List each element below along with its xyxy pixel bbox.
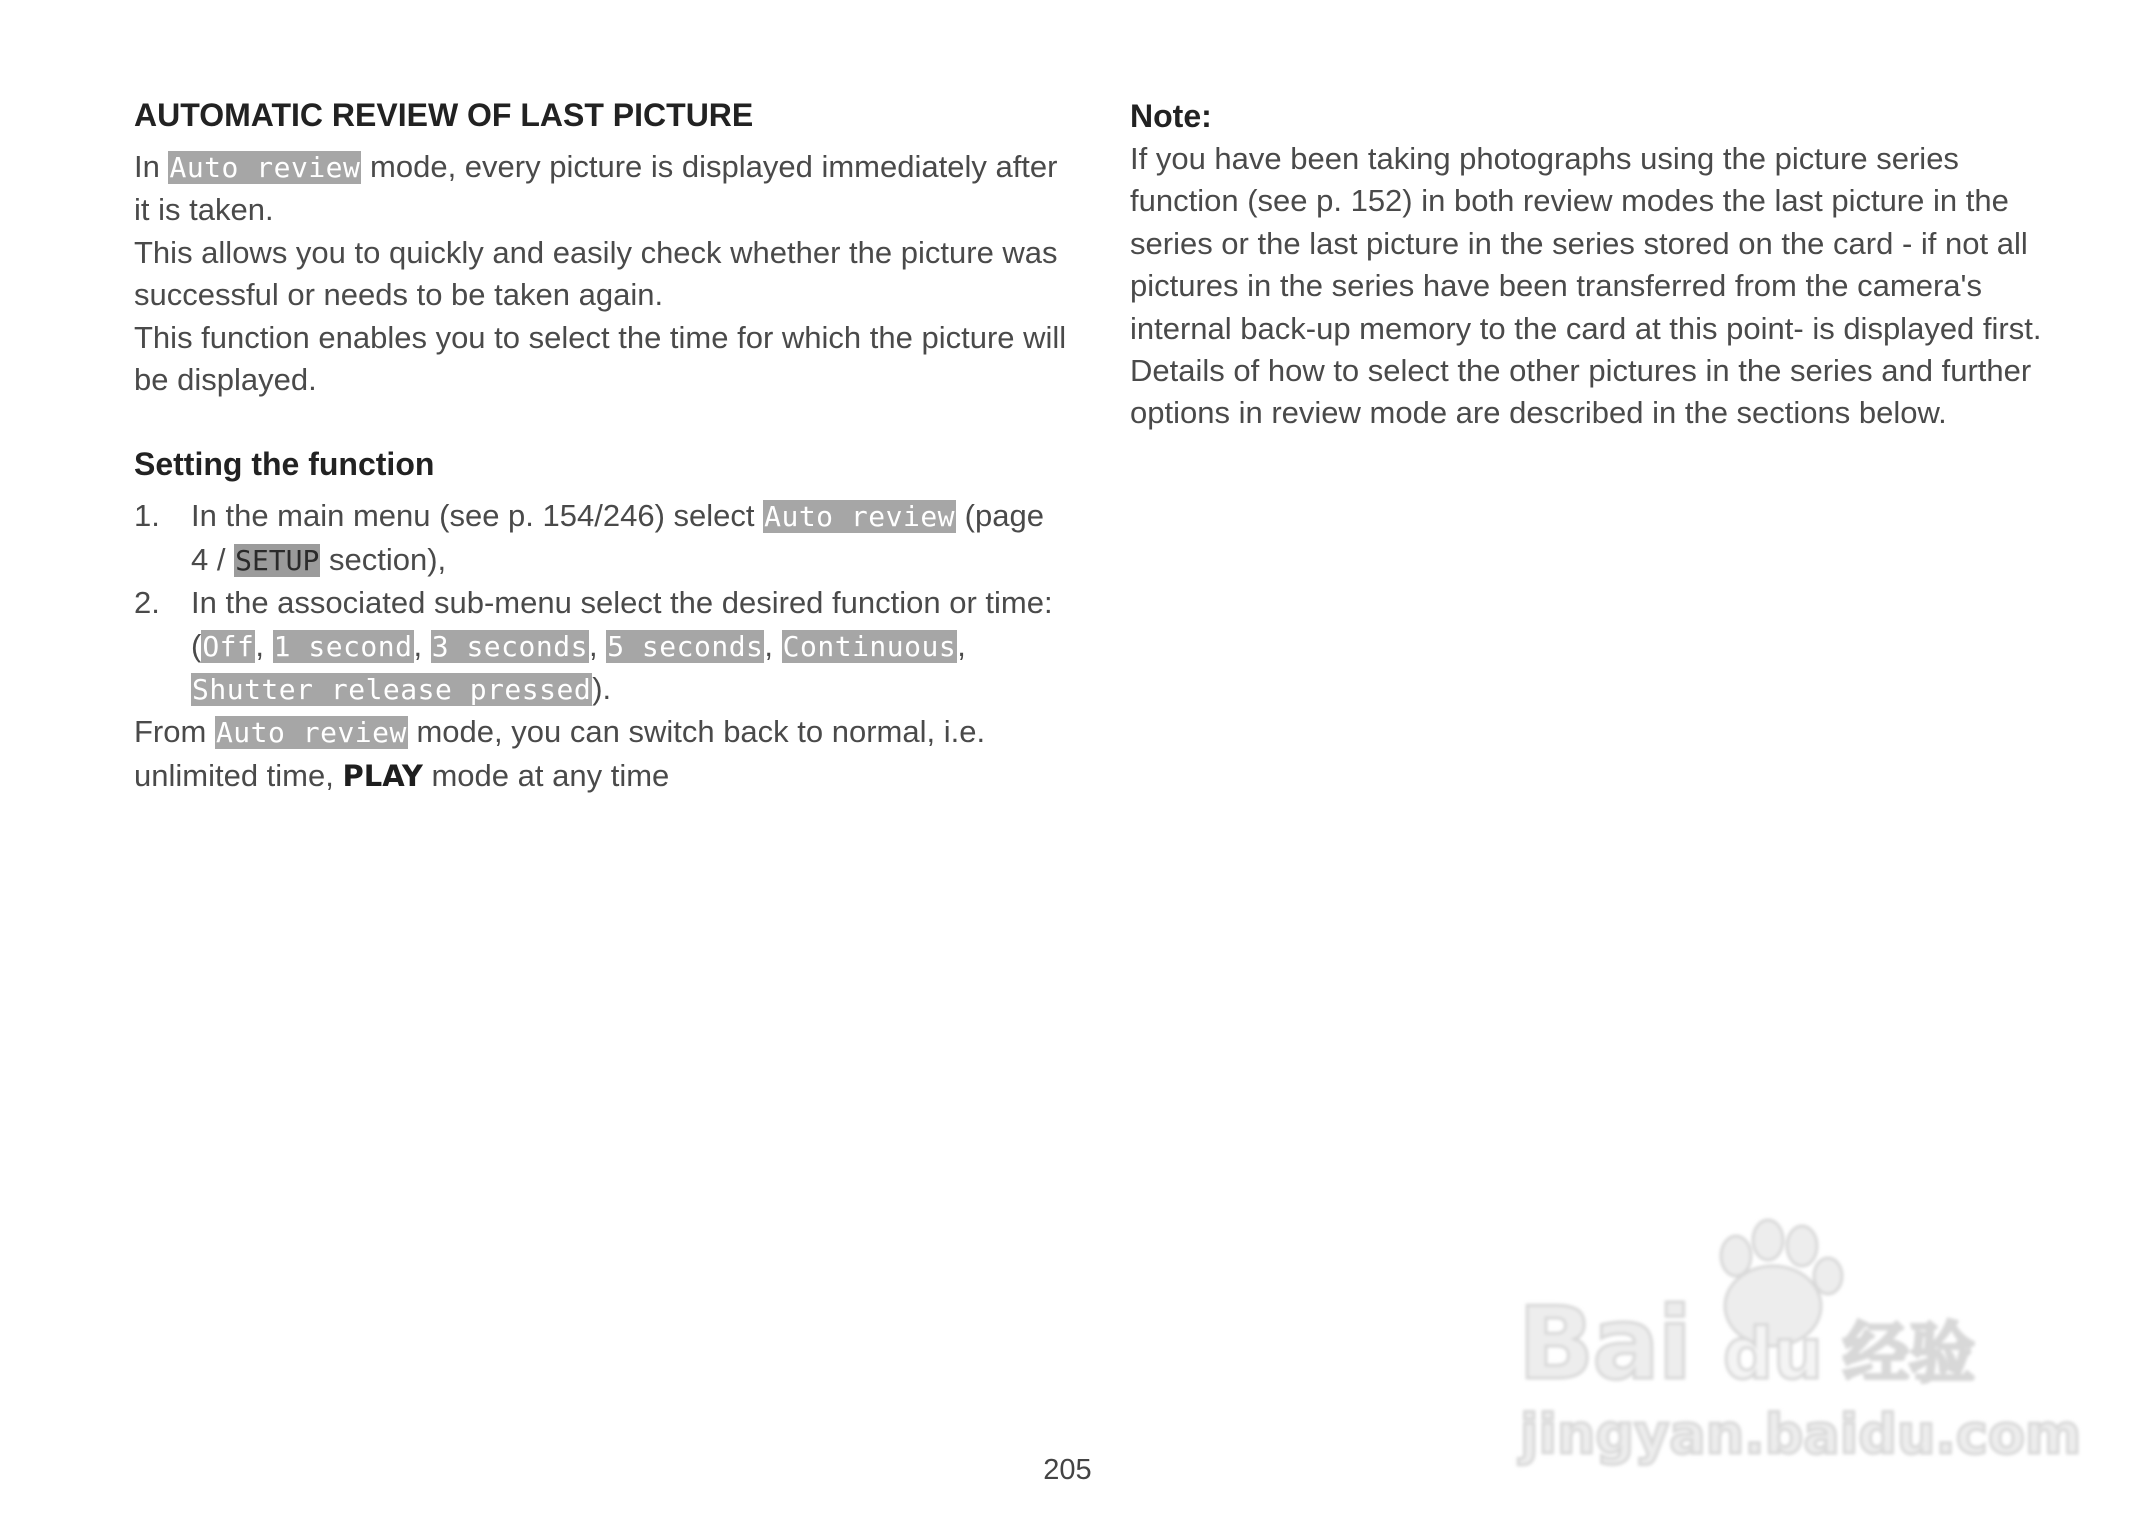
option-off: Off	[202, 629, 255, 663]
option-3-seconds: 3 seconds	[431, 629, 588, 663]
right-column	[1130, 94, 2070, 435]
step-1: 1. In the main menu (see p. 154/246) select Auto review (page 4 / SETUP section),	[134, 495, 1069, 582]
menu-item-auto-review: Auto review	[215, 716, 407, 750]
watermark-url: jingyan.baidu.com	[1520, 1403, 2082, 1466]
note-text: If you have been taking photographs using the picture series function (see p. 152) in both review modes the last picture in the series or the last picture in the series stored on the card - if not all pictures in the series have been transferred from the camera's internal back-up memory to the card at this point- is displayed first. Details of how to select the other pictures in the series and further options in review mode are described in the sections below.	[1130, 141, 2042, 431]
step-2: 2. In the associated sub-menu select the desired function or time: (Off, 1 second, 3 seconds, 5 seconds, Continuous, Shutter release pressed).	[134, 582, 1069, 711]
baidu-watermark-logo	[1518, 1218, 2082, 1468]
setting-title: Setting the function	[134, 446, 435, 483]
watermark-brand-cn: 经验	[1843, 1315, 1975, 1392]
closing-paragraph: From Auto review mode, you can switch back to normal, i.e. unlimited time, PLAY mode at any time	[134, 714, 986, 793]
watermark-brand: Bai	[1518, 1285, 1690, 1402]
menu-item-auto-review: Auto review	[764, 500, 956, 534]
section-title: AUTOMATIC REVIEW OF LAST PICTURE	[134, 97, 754, 133]
option-5-seconds: 5 seconds	[607, 629, 764, 663]
steps-list	[134, 495, 1069, 711]
note-title: Note:	[1130, 98, 1212, 134]
menu-item-auto-review: Auto review	[169, 151, 361, 184]
menu-item-setup: SETUP	[235, 543, 320, 577]
step-number: 1.	[134, 498, 160, 534]
left-column	[134, 94, 1069, 797]
intro-paragraph-2: This allows you to quickly and easily check whether the picture was successful or needs to be taken again.	[134, 234, 1058, 313]
option-shutter-release-pressed: Shutter release pressed	[192, 673, 592, 707]
step-number: 2.	[134, 585, 160, 621]
page-number: 205	[1043, 1454, 1092, 1486]
intro-paragraph-1: In Auto review mode, every picture is displayed immediately after it is taken.	[134, 149, 1058, 228]
watermark-brand-du: du	[1723, 1313, 1823, 1395]
option-continuous: Continuous	[782, 629, 957, 663]
play-mode-label: PLAY	[342, 758, 423, 793]
intro-paragraph-3: This function enables you to select the time for which the picture will be displayed.	[134, 319, 1067, 398]
option-1-second: 1 second	[273, 629, 413, 663]
